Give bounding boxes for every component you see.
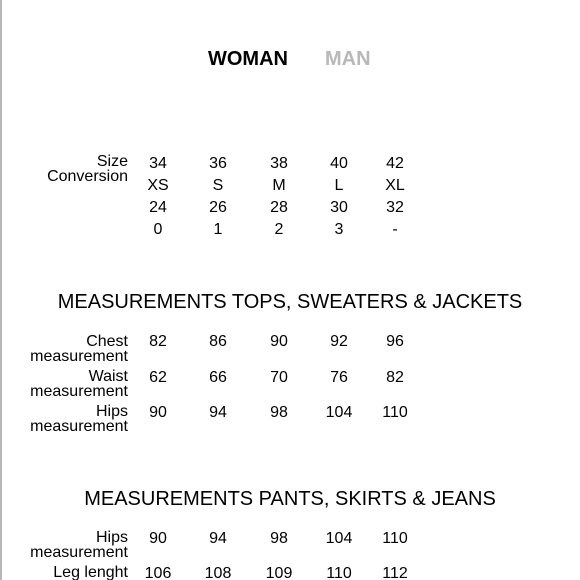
measurement-cell: 86 [209, 333, 227, 350]
chest-measurement-label: Chest measurement [30, 333, 128, 365]
measurement-cell: 82 [149, 333, 167, 350]
measurement-cell: 108 [204, 565, 232, 580]
measurement-cell: 110 [382, 530, 408, 547]
hips-measurement-label: Hips measurement [30, 529, 128, 561]
measurement-cell: 98 [270, 530, 288, 547]
measurement-cell: 109 [265, 565, 293, 580]
measurement-cell: 90 [149, 404, 167, 421]
conversion-cell: 26 [209, 199, 227, 216]
measurement-cell: 104 [325, 404, 353, 421]
conversion-cell: 28 [270, 199, 288, 216]
measurement-cell: 94 [209, 404, 227, 421]
measurement-cell: 110 [382, 404, 408, 421]
waist-measurement-label: Waist measurement [30, 368, 128, 400]
tops-section-title: MEASUREMENTS TOPS, SWEATERS & JACKETS [57, 291, 523, 313]
measurement-cell: 92 [330, 333, 348, 350]
conversion-cell: 36 [209, 155, 227, 172]
size-conversion-label: Size Conversion [47, 153, 128, 185]
conversion-cell: 0 [153, 221, 163, 238]
measurement-cell: 110 [326, 565, 352, 580]
conversion-cell: 3 [334, 221, 344, 238]
conversion-cell: 2 [274, 221, 284, 238]
pants-section-title: MEASUREMENTS PANTS, SKIRTS & JEANS [84, 488, 496, 510]
tab-man[interactable]: MAN [325, 48, 371, 70]
gender-tabs [0, 48, 580, 76]
conversion-cell: 38 [270, 155, 288, 172]
measurement-cell: 76 [330, 369, 348, 386]
conversion-cell: 1 [213, 221, 223, 238]
measurement-cell: 104 [325, 530, 353, 547]
conversion-cell: XL [385, 177, 405, 194]
measurement-cell: 62 [149, 369, 167, 386]
tab-woman[interactable]: WOMAN [208, 48, 288, 70]
conversion-cell: XS [147, 177, 169, 194]
measurement-cell: 66 [209, 369, 227, 386]
conversion-cell: 40 [330, 155, 348, 172]
measurement-cell: 94 [209, 530, 227, 547]
measurement-cell: 82 [386, 369, 404, 386]
measurement-cell: 98 [270, 404, 288, 421]
conversion-cell: - [392, 221, 398, 238]
conversion-cell: 30 [330, 199, 348, 216]
measurement-cell: 70 [270, 369, 288, 386]
measurement-cell: 112 [382, 565, 408, 580]
conversion-cell: 34 [149, 155, 167, 172]
leg-length-label: Leg lenght [53, 564, 128, 580]
conversion-cell: 42 [386, 155, 404, 172]
measurement-cell: 90 [149, 530, 167, 547]
measurement-cell: 106 [144, 565, 172, 580]
conversion-cell: 32 [386, 199, 404, 216]
conversion-cell: M [272, 177, 286, 194]
conversion-cell: L [334, 177, 344, 194]
measurement-cell: 90 [270, 333, 288, 350]
conversion-cell: S [212, 177, 224, 194]
measurement-cell: 96 [386, 333, 404, 350]
conversion-cell: 24 [149, 199, 167, 216]
hips-measurement-label: Hips measurement [30, 403, 128, 435]
